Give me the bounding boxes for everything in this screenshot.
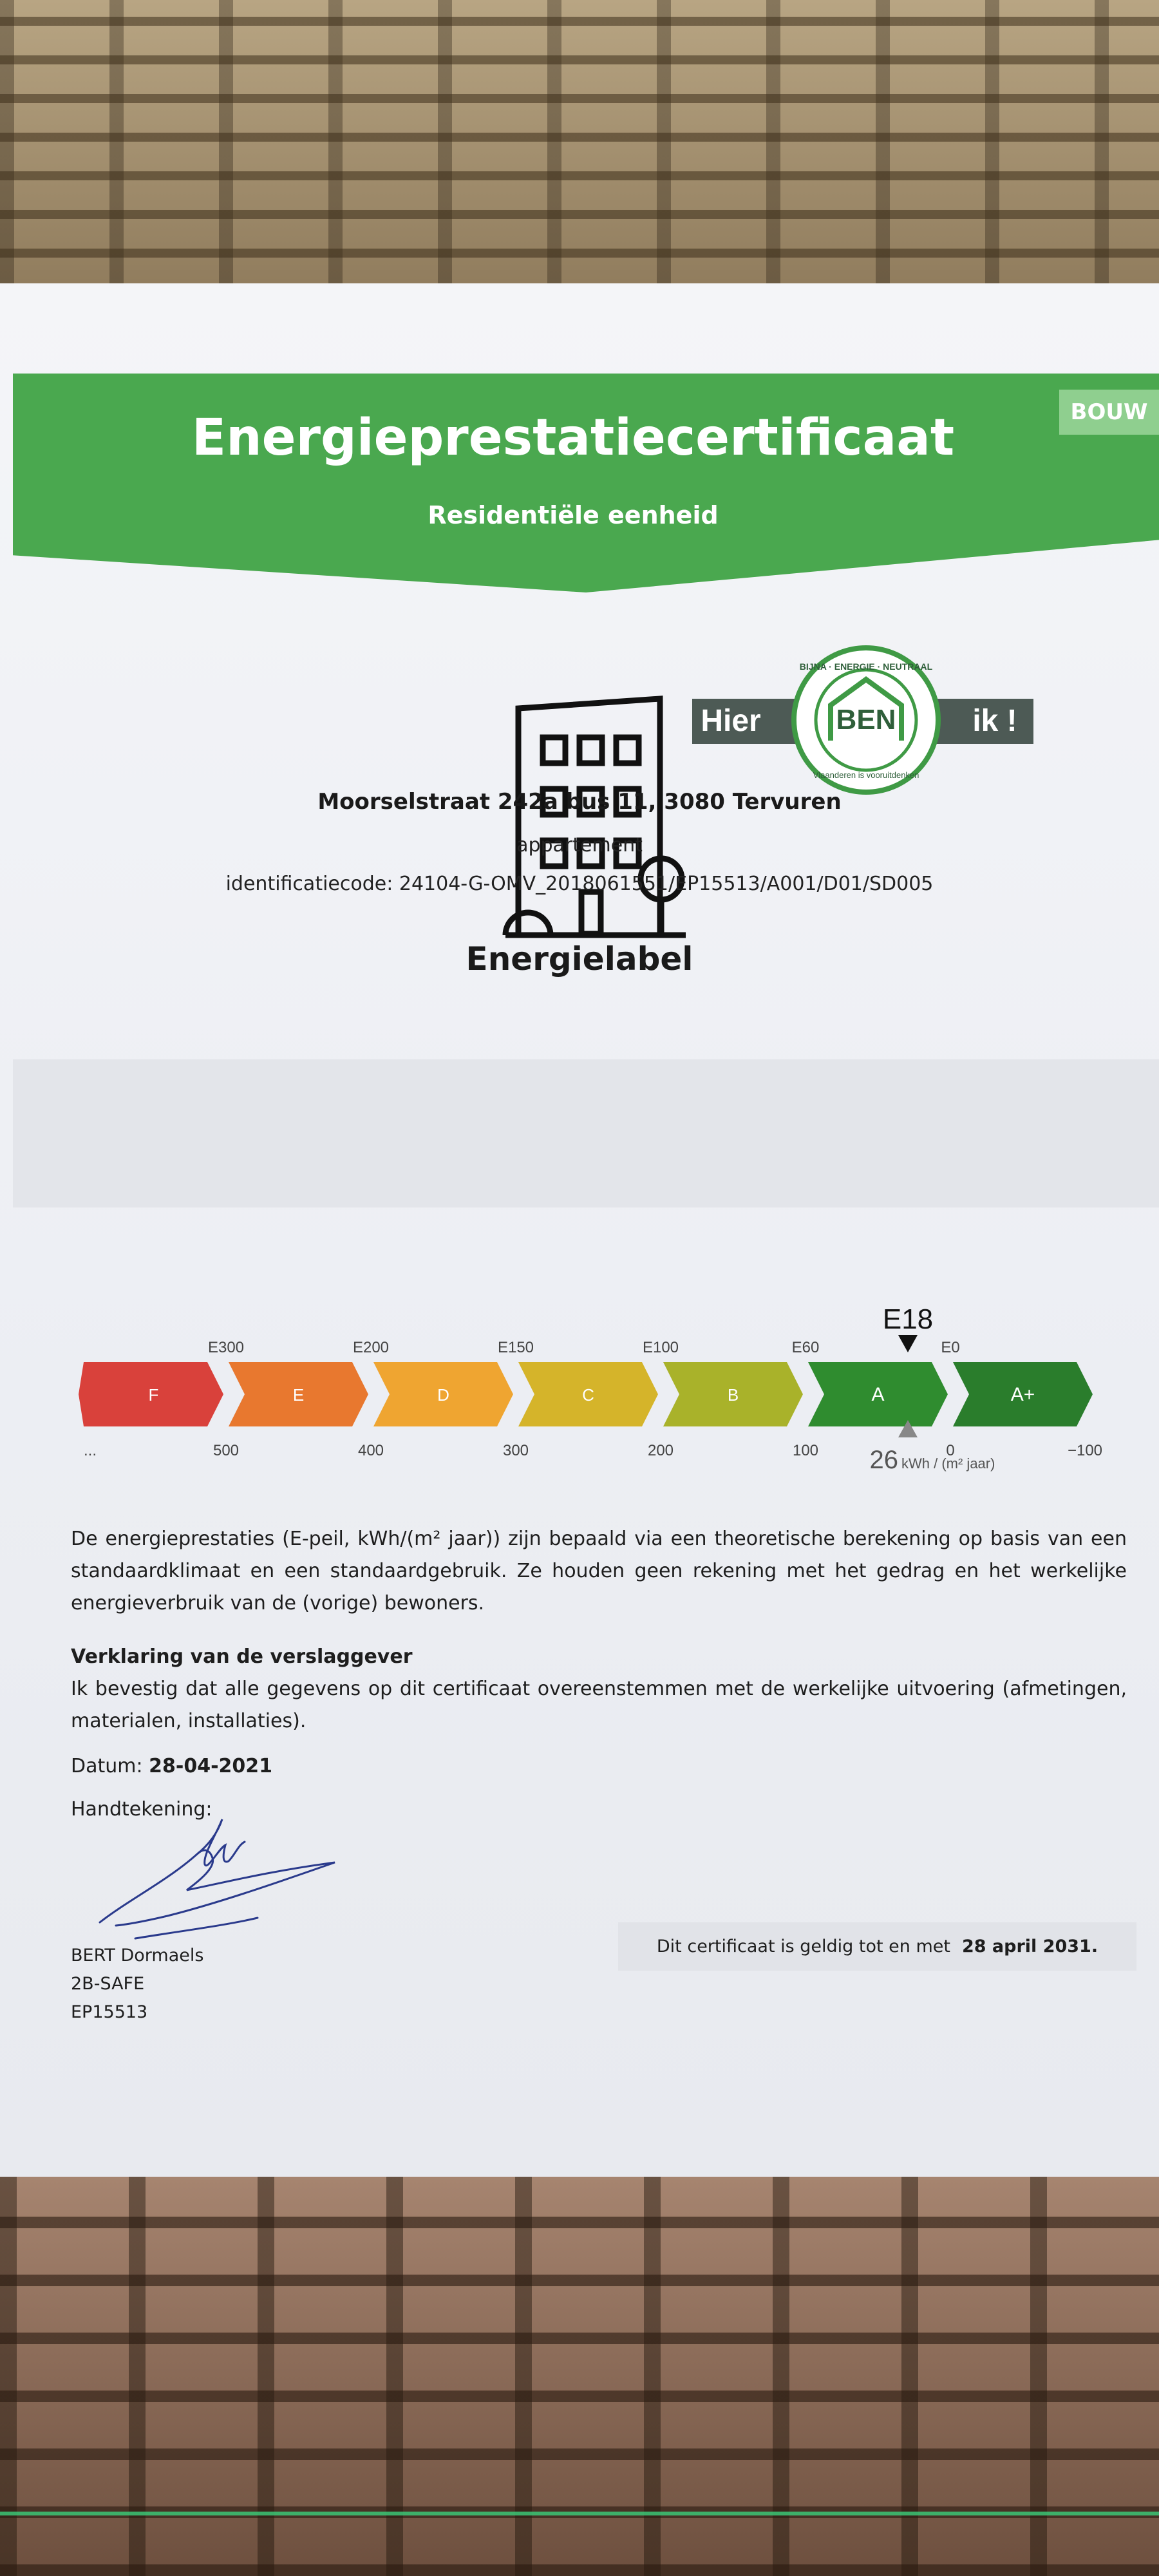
- energy-class-label: E: [292, 1385, 305, 1405]
- property-type: appartement: [516, 834, 643, 857]
- energy-unit: kWh / (m² jaar): [901, 1455, 995, 1472]
- signature-label: Handtekening:: [71, 1798, 212, 1821]
- certificate-subtitle: Residentiële eenheid: [428, 501, 719, 529]
- signer-info: [71, 1942, 203, 2027]
- validity-text: Dit certificaat is geldig tot en met: [656, 1937, 950, 1956]
- energy-class-label: A+: [1010, 1384, 1035, 1405]
- kwh-tick-label: ...: [83, 1442, 97, 1459]
- ben-right-text: ik !: [972, 704, 1017, 738]
- e-threshold-label: E150: [497, 1339, 534, 1356]
- energy-class-label: B: [727, 1385, 739, 1405]
- ben-logo: [692, 644, 1033, 799]
- date-value: 28-04-2021: [149, 1755, 273, 1777]
- kwh-tick-label: 100: [792, 1442, 819, 1459]
- glass-edge-line: [0, 2512, 1159, 2515]
- energy-class-label: F: [148, 1385, 159, 1405]
- e-threshold-label: E100: [642, 1339, 679, 1356]
- ben-left-text: Hier: [701, 704, 761, 738]
- property-address: Moorselstraat 242a bus 11, 3080 Tervuren: [317, 789, 842, 815]
- declaration-heading: Verklaring van de verslaggever: [71, 1645, 413, 1668]
- e-threshold-label: E300: [207, 1339, 245, 1356]
- energy-class-label: D: [437, 1385, 449, 1405]
- kwh-tick-label: 0: [946, 1442, 955, 1459]
- ben-ring-bottom: Vlaanderen is vooruitdenken: [813, 770, 919, 780]
- energy-label-scale: [64, 1005, 1120, 1494]
- identification-code: identificatiecode: 24104-G-OMV_2018061551/EP15513/A001/D01/SD005: [225, 873, 934, 895]
- current-label-marker: [898, 1335, 918, 1352]
- date-line: [71, 1755, 272, 1777]
- energy-label-heading: Energielabel: [466, 940, 693, 978]
- signer-company: 2B-SAFE: [71, 1974, 145, 1994]
- certificate-title: Energieprestatiecertificaat: [191, 409, 955, 467]
- ben-ring-top: BIJNA · ENERGIE · NEUTRAAL: [799, 661, 933, 672]
- declaration-text: Ik bevestig dat alle gegevens op dit certificaat overeenstemmen met de werkelijke uitvoering (afmetingen, materialen, installaties).: [71, 1678, 1127, 1732]
- validity-box: [618, 1922, 1136, 1971]
- kwh-tick-label: 300: [502, 1442, 529, 1459]
- handwritten-signature: [90, 1810, 361, 1958]
- ben-center-text: BEN: [836, 704, 896, 735]
- e-threshold-label: E200: [352, 1339, 390, 1356]
- energy-class-label: A: [871, 1384, 885, 1405]
- signer-name: BERT Dormaels: [71, 1946, 204, 1965]
- bouw-badge: BOUW: [1059, 390, 1159, 435]
- wicker-background-top: [0, 0, 1159, 296]
- e-threshold-label: E60: [791, 1339, 820, 1356]
- header-banner: [13, 374, 1159, 592]
- kwh-tick-label: 400: [357, 1442, 384, 1459]
- kwh-tick-label: 500: [212, 1442, 240, 1459]
- e-threshold-label: E0: [941, 1339, 960, 1356]
- kwh-tick-label: −100: [1067, 1442, 1103, 1459]
- validity-date: 28 april 2031.: [961, 1937, 1098, 1956]
- signer-id: EP15513: [71, 2002, 148, 2022]
- date-label: Datum:: [71, 1755, 143, 1777]
- apartment-building-icon: [499, 683, 692, 953]
- energy-class-label: C: [582, 1385, 594, 1405]
- energy-value: 26: [869, 1446, 898, 1474]
- current-label-text: E18: [882, 1303, 934, 1335]
- kwh-tick-label: 200: [647, 1442, 674, 1459]
- explanation-text: De energieprestaties (E-peil, kWh/(m² jaar)) zijn bepaald via een theoretische berekening op basis van een standaardklimaat en een standaardgebruik. Ze houden geen rekening met het gedrag en het werkelijke energieverbruik van de (vorige) bewoners.: [71, 1528, 1127, 1615]
